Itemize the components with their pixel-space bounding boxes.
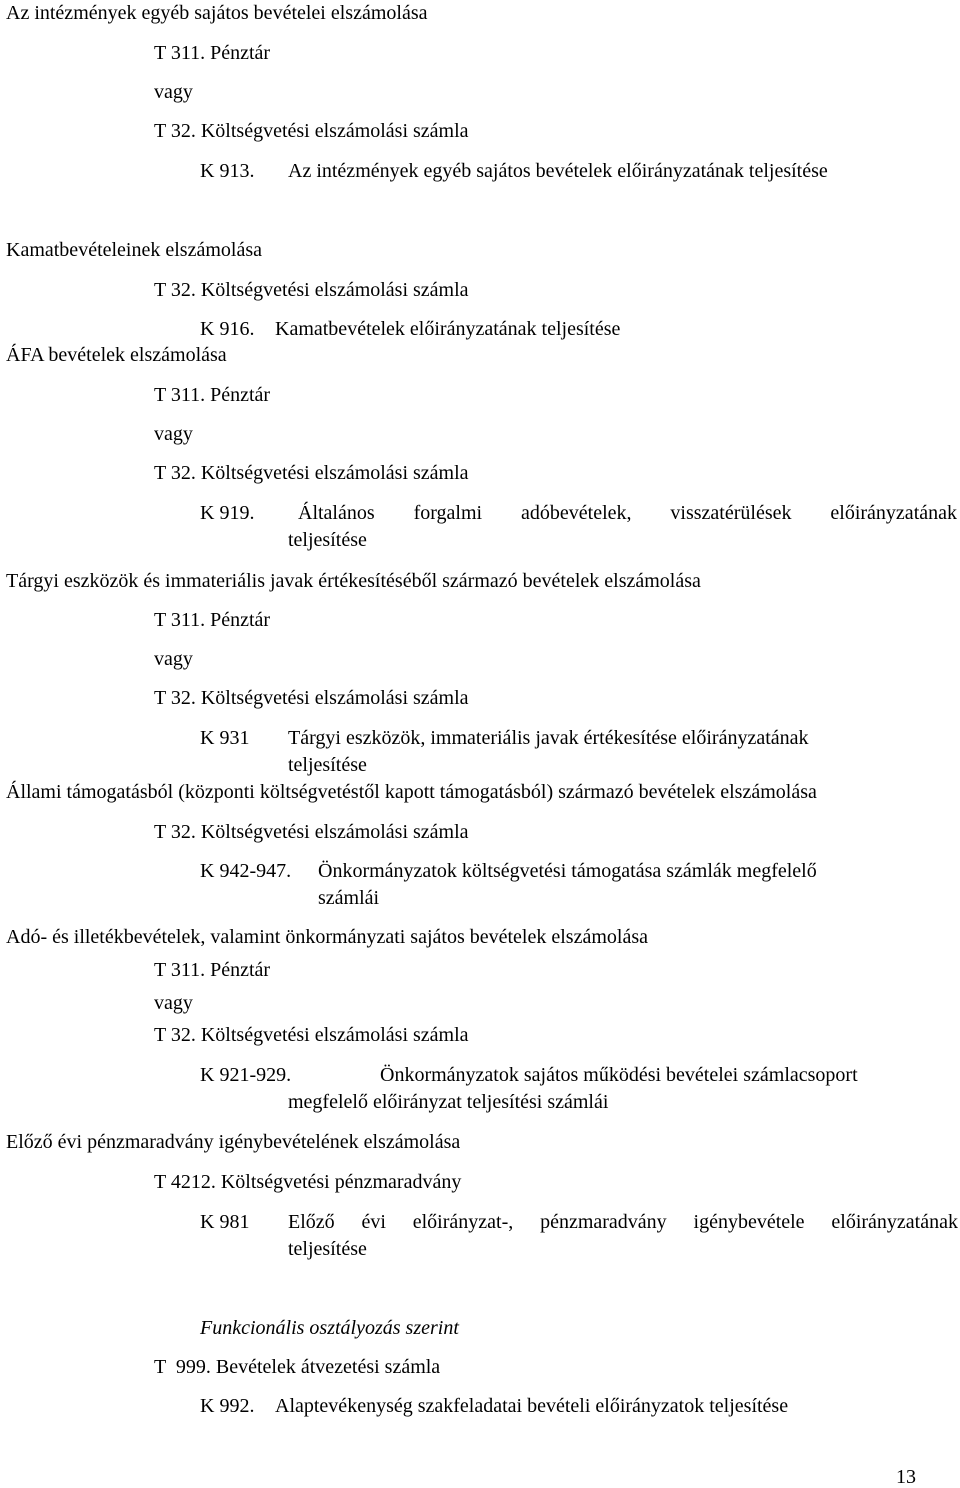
credit-account-description-cont: számlái	[318, 887, 380, 909]
credit-account-code: K 916.	[200, 318, 255, 340]
section-heading-vat: ÁFA bevételek elszámolása	[6, 344, 227, 366]
section-heading-own-revenue: Az intézmények egyéb sajátos bevételei elszámolása	[6, 2, 428, 24]
credit-account-description-cont: teljesítése	[288, 529, 367, 551]
credit-account-description: Az intézmények egyéb sajátos bevételek előirányzatának teljesítése	[288, 160, 828, 182]
credit-entry	[200, 1396, 788, 1416]
debit-account-cash: T 311. Pénztár	[154, 609, 271, 631]
credit-entry	[200, 319, 620, 339]
debit-account-surplus: T 4212. Költségvetési pénzmaradvány	[154, 1171, 462, 1193]
credit-account-description: Általános forgalmi adóbevételek, visszatérülések előirányzatának	[298, 502, 957, 524]
credit-account-code: K 981	[200, 1211, 250, 1233]
section-heading-tax-revenue: Adó- és illetékbevételek, valamint önkormányzati sajátos bevételek elszámolása	[6, 926, 648, 948]
credit-account-description: Önkormányzatok költségvetési támogatása számlák megfelelő	[318, 860, 817, 882]
section-heading-interest: Kamatbevételeinek elszámolása	[6, 239, 262, 261]
debit-account-budget-settlement: T 32. Költségvetési elszámolási számla	[154, 687, 469, 709]
credit-account-description: Alaptevékenység szakfeladatai bevételi előirányzatok teljesítése	[275, 1395, 789, 1417]
credit-account-description: Önkormányzatok sajátos működési bevételei számlacsoport	[380, 1064, 858, 1086]
credit-account-description: Kamatbevételek előirányzatának teljesítése	[275, 318, 621, 340]
section-heading-prior-year-surplus: Előző évi pénzmaradvány igénybevételének elszámolása	[6, 1131, 461, 1153]
functional-classification-subheading: Funkcionális osztályozás szerint	[200, 1317, 459, 1339]
debit-account-budget-settlement: T 32. Költségvetési elszámolási számla	[154, 120, 469, 142]
debit-account-cash: T 311. Pénztár	[154, 384, 271, 406]
credit-account-code: K 921-929.	[200, 1064, 292, 1086]
debit-account-cash: T 311. Pénztár	[154, 42, 271, 64]
credit-account-description: Tárgyi eszközök, immateriális javak értékesítése előirányzatának	[288, 727, 809, 749]
credit-account-description: Előző évi előirányzat-, pénzmaradvány igénybevétele előirányzatának	[288, 1211, 958, 1233]
section-heading-state-support: Állami támogatásból (központi költségvetéstől kapott támogatásból) származó bevételek elszámolása	[6, 781, 817, 803]
or-conjunction: vagy	[154, 81, 193, 103]
credit-account-description-cont: teljesítése	[288, 754, 367, 776]
page-number: 13	[896, 1466, 916, 1488]
credit-account-code: K 919.	[200, 502, 255, 524]
debit-account-transfer: T 999. Bevételek átvezetési számla	[154, 1356, 441, 1378]
or-conjunction: vagy	[154, 423, 193, 445]
debit-account-cash: T 311. Pénztár	[154, 959, 271, 981]
credit-entry	[200, 161, 828, 181]
or-conjunction: vagy	[154, 648, 193, 670]
debit-account-budget-settlement: T 32. Költségvetési elszámolási számla	[154, 279, 469, 301]
credit-account-code: K 931	[200, 727, 250, 749]
credit-account-description-cont: teljesítése	[288, 1238, 367, 1260]
or-conjunction: vagy	[154, 992, 193, 1014]
section-heading-asset-sales: Tárgyi eszközök és immateriális javak értékesítéséből származó bevételek elszámolása	[6, 570, 701, 592]
credit-account-code: K 942-947.	[200, 860, 292, 882]
debit-account-budget-settlement: T 32. Költségvetési elszámolási számla	[154, 1024, 469, 1046]
debit-account-budget-settlement: T 32. Költségvetési elszámolási számla	[154, 462, 469, 484]
credit-account-description-cont: megfelelő előirányzat teljesítési számlái	[288, 1091, 609, 1113]
credit-account-code: K 992.	[200, 1395, 255, 1417]
debit-account-budget-settlement: T 32. Költségvetési elszámolási számla	[154, 821, 469, 843]
credit-account-code: K 913.	[200, 160, 255, 182]
